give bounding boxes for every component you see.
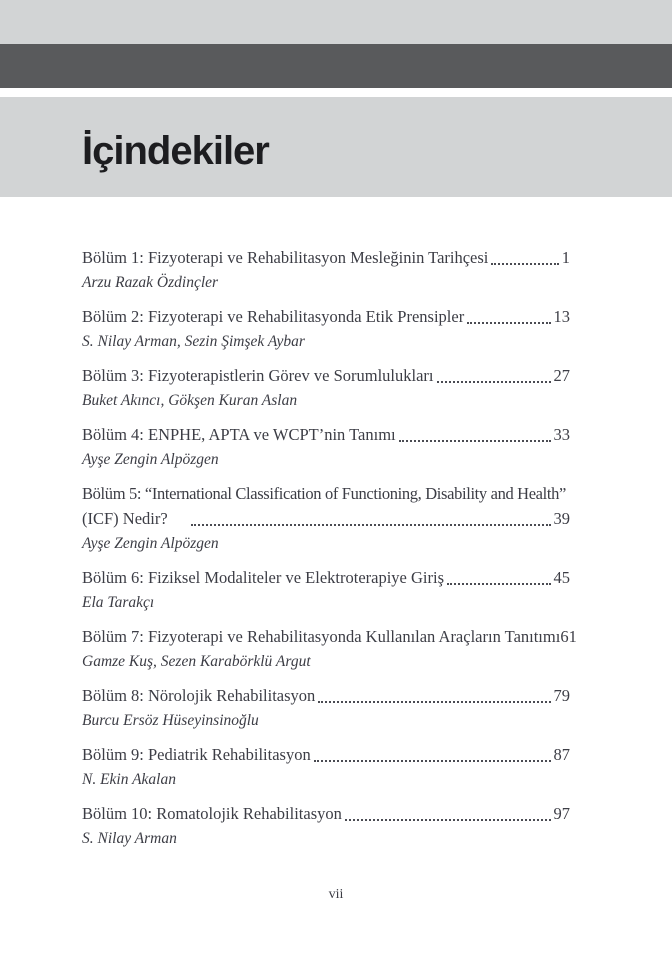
toc-line [82,245,598,270]
toc-entry [82,422,598,472]
toc-authors: Ayşe Zengin Alpözgen [82,535,219,552]
toc-page-ref: 1 [561,248,570,267]
toc-authors: Ayşe Zengin Alpözgen [82,451,219,468]
toc-line [82,801,598,826]
toc-authors: Arzu Razak Özdinçler [82,274,219,291]
toc-line-title: Bölüm 5: “International Classification of Functioning, Disability and Health” [82,484,566,503]
toc-page-ref: 79 [553,686,570,705]
toc-line [82,624,598,649]
leader-gap [168,506,188,531]
title-band [0,97,672,197]
toc-line-title: Bölüm 7: Fizyoterapi ve Rehabilitasyonda Kullanılan Araçların Tanıtımı [82,627,561,646]
toc-page-ref: 33 [553,425,570,444]
dot-leader [318,701,550,703]
toc-line-title: (ICF) Nedir? [82,509,168,528]
toc-page-ref: 45 [553,568,570,587]
toc-line [82,481,598,506]
toc-entry [82,801,598,851]
toc-line-title: Bölüm 6: Fiziksel Modaliteler ve Elektroterapiye Giriş [82,568,445,587]
toc-page-ref: 87 [553,745,570,764]
toc-authors: Buket Akıncı, Gökşen Kuran Aslan [82,392,298,409]
toc [82,245,598,860]
toc-line [82,683,598,708]
toc-entry [82,304,598,354]
toc-authors: S. Nilay Arman, Sezin Şimşek Aybar [82,333,305,350]
header-dark-band [0,44,672,88]
toc-authors: Ela Tarakçı [82,594,155,611]
toc-line [82,422,598,447]
toc-entry [82,363,598,413]
dot-leader [345,819,551,821]
toc-line [82,304,598,329]
toc-line [82,565,598,590]
toc-line-title: Bölüm 9: Pediatrik Rehabilitasyon [82,745,311,764]
toc-line-title: Bölüm 3: Fizyoterapistlerin Görev ve Sorumlulukları [82,366,434,385]
page-title: İçindekiler [82,129,269,173]
toc-authors: Burcu Ersöz Hüseyinsinoğlu [82,712,259,729]
toc-entry [82,565,598,615]
dot-leader [491,263,558,265]
dot-leader [399,440,551,442]
toc-line [82,742,598,767]
dot-leader [314,760,551,762]
dot-leader [467,322,550,324]
footer-page-number: vii [328,887,344,902]
toc-page-ref: 39 [553,509,570,528]
toc-line-title: Bölüm 8: Nörolojik Rehabilitasyon [82,686,316,705]
toc-page-ref: 97 [553,804,570,823]
toc-authors: S. Nilay Arman [82,830,177,847]
toc-line [82,363,598,388]
toc-entry [82,742,598,792]
toc-line-title: Bölüm 2: Fizyoterapi ve Rehabilitasyonda Etik Prensipler [82,307,465,326]
toc-entry [82,683,598,733]
toc-page-ref: 13 [553,307,570,326]
toc-entry [82,245,598,295]
top-light-band [0,0,672,44]
toc-line-title: Bölüm 4: ENPHE, APTA ve WCPT’nin Tanımı [82,425,396,444]
dot-leader [447,583,550,585]
toc-line-title: Bölüm 1: Fizyoterapi ve Rehabilitasyon Mesleğinin Tarihçesi [82,248,489,267]
toc-authors: Gamze Kuş, Sezen Karabörklü Argut [82,653,311,670]
toc-entry [82,481,598,556]
dot-leader [191,524,551,526]
toc-line-title: Bölüm 10: Romatolojik Rehabilitasyon [82,804,342,823]
toc-page-ref: 61 [560,627,577,646]
toc-page-ref: 27 [553,366,570,385]
toc-authors: N. Ekin Akalan [82,771,176,788]
toc-entry [82,624,598,674]
dot-leader [437,381,551,383]
toc-line [82,506,598,531]
